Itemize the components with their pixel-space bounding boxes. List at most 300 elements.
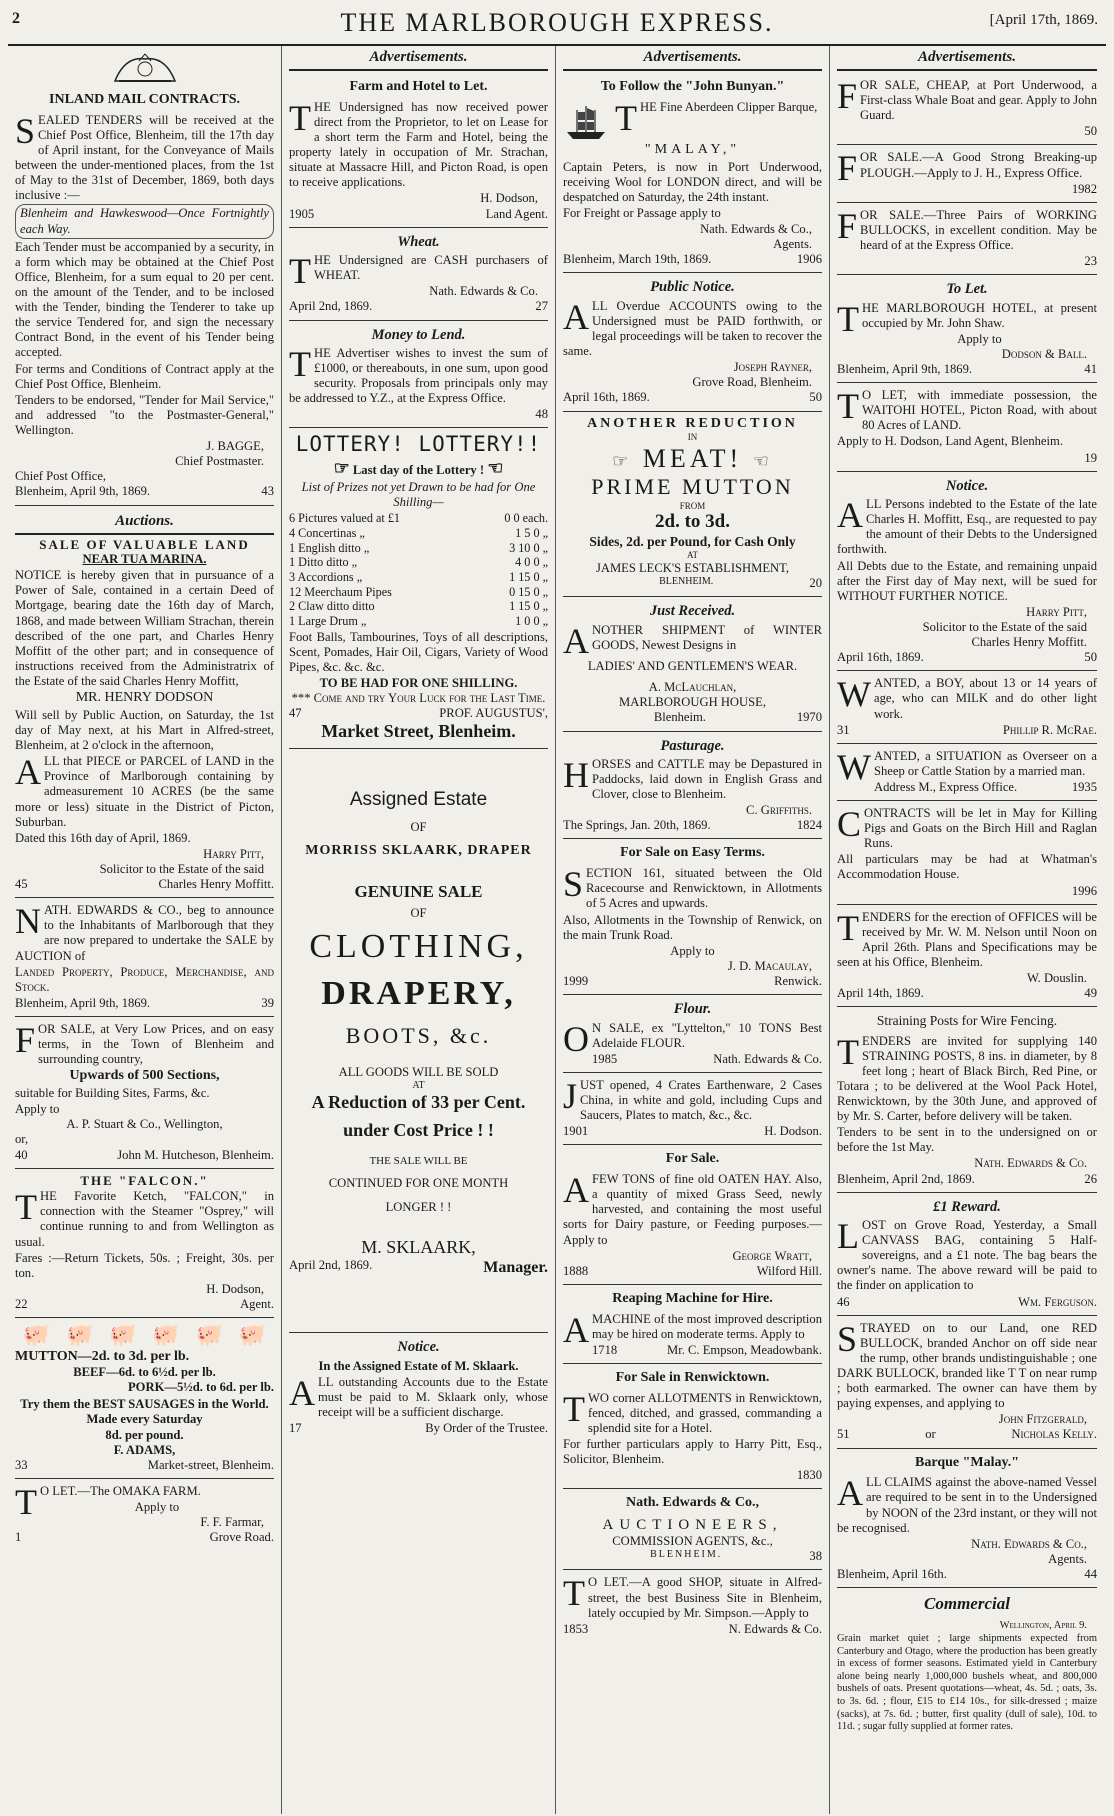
lottery-prof: PROF. AUGUSTUS', [439, 706, 548, 721]
prize-row [289, 541, 548, 556]
reward-sig: Wm. Ferguson. [1018, 1294, 1097, 1309]
renwick-title: For Sale in Renwicktown. [615, 1369, 770, 1385]
meat-line-10: BLENHEIM. [659, 576, 714, 588]
overseer-address: Address M., Express Office. [873, 779, 1018, 794]
sklaark-line-12: under Cost Price ! ! [343, 1119, 494, 1140]
mail-text-1: SEALED TENDERS will be received at the Chief Post Office, Blenheim, till the 17th day of April instant, for the Conveyance of Mails between the under-mentioned places, from the 1st of May to the 31st of December, 1869, both days inclusive :— [15, 110, 274, 203]
sklaark-line-11: A Reduction of 33 per Cent. [311, 1092, 526, 1113]
plough-text: FOR SALE.—A Good Strong Breaking-up PLOUGH.—Apply to J. H., Express Office. [837, 148, 1097, 189]
hay-title: For Sale. [665, 1151, 720, 1167]
prize-item: 1 English ditto „ [289, 540, 370, 555]
bunyan-sig-2: Agents. [773, 237, 812, 252]
received-line-5: Blenheim. [653, 710, 706, 725]
wheat-date: April 2nd, 1869. [289, 299, 373, 314]
public-notice-ad [563, 273, 822, 411]
sections-ad [15, 1017, 274, 1169]
reaping-text: AMACHINE of the most improved description may be hired on moderate terms. Apply to [563, 1309, 822, 1350]
received-line-4: MARLBOROUGH HOUSE, [619, 695, 766, 710]
issue-date: [April 17th, 1869. [989, 12, 1098, 28]
pointing-hand-icon-2: ☞ [612, 451, 633, 472]
sections-apply: Apply to [15, 1102, 60, 1117]
auction-sig-2: Solicitor to the Estate of the said [99, 862, 264, 876]
edwards-date: Blenheim, April 9th, 1869. [15, 995, 151, 1010]
boy-sig: Phillip R. McRae. [1002, 722, 1097, 737]
bunyan-ad [563, 73, 822, 273]
prize-value: 0 15 0 „ [509, 584, 548, 599]
flour-text: ON SALE, ex "Lyttelton," 10 TONS Best Adelaide FLOUR. [563, 1018, 822, 1059]
barque-date: Blenheim, April 16th. [837, 1567, 947, 1582]
sklaark-notice-title: Notice. [397, 1339, 440, 1356]
prize-item: 6 Pictures valued at £1 [289, 511, 401, 526]
meat-line-8: AT [687, 550, 698, 561]
sklaark-line-2: OF [410, 819, 427, 834]
prize-row [289, 570, 548, 585]
moffitt-text-2: All Debts due to the Estate, and remaining unpaid after the First day of May next, will be sued for WITHOUT FURTHER NOTICE. [837, 558, 1097, 603]
prize-row [289, 511, 548, 526]
barque-ad [837, 1449, 1097, 1589]
bunyan-number: 1906 [796, 252, 822, 267]
sklaark-line-14: CONTINUED FOR ONE MONTH [328, 1176, 509, 1191]
strayed-sig-2: Nicholas Kelly. [1011, 1427, 1097, 1442]
bunyan-text-1: THE Fine Aberdeen Clipper Barque, [615, 97, 818, 138]
prize-row [289, 585, 548, 600]
moffitt-notice [837, 472, 1097, 672]
reward-number: 46 [837, 1294, 850, 1309]
meat-line-3: MEAT! [642, 444, 743, 474]
whaleboat-ad [837, 73, 1097, 145]
posts-date: Blenheim, April 2nd, 1869. [837, 1171, 975, 1186]
sections-agent-1: A. P. Stuart & Co., Wellington, [66, 1117, 223, 1132]
meat-ad [563, 412, 822, 598]
reaping-sig: Mr. C. Empson, Meadowbank. [667, 1342, 822, 1357]
reaping-number: 1718 [592, 1342, 618, 1357]
posts-sig: Nath. Edwards & Co. [974, 1156, 1087, 1171]
auction-text-3: ALL that PIECE or PARCEL of LAND in the Province of Marlborough containing by admeasurement 10 ACRES (be the same more or less) situate in the District of Picton, Suburban. [15, 752, 274, 829]
sailing-ship-icon [563, 102, 609, 142]
public-title: Public Notice. [650, 279, 735, 296]
sklaark-line-8: BOOTS, &c. [345, 1022, 492, 1048]
prize-value: 4 0 0 „ [515, 555, 548, 570]
waitohi-number: 19 [1084, 450, 1097, 465]
mutton-text-1: Try them the BEST SAUSAGES in the World. Made every Saturday [20, 1396, 269, 1426]
strayed-ad [837, 1316, 1097, 1449]
plough-ad [837, 145, 1097, 202]
sklaark-line-17: Manager. [483, 1259, 548, 1277]
sections-or: or, [15, 1132, 29, 1147]
bunyan-ship: "MALAY," [644, 141, 741, 157]
crates-text: JUST opened, 4 Crates Earthenware, 2 Cases China, in white and gold, including Cups and Saucers, Plates to match, &c., &c. [563, 1075, 822, 1123]
easy-title: For Sale on Easy Terms. [620, 845, 765, 861]
reward-ad [837, 1193, 1097, 1316]
auctioneers-ad [563, 1489, 822, 1570]
flour-ad [563, 995, 822, 1073]
hotel-ad [837, 275, 1097, 383]
sklaark-line-9: ALL GOODS WILL BE SOLD [338, 1065, 499, 1079]
mail-text-4: Tenders to be endorsed, "Tender for Mail Service," and addressed "to the Postmaster-General," Wellington. [15, 392, 274, 437]
waitohi-text-1: TO LET, with immediate possession, the WAITOHI HOTEL, Picton Road, with about 80 Acres of LAND. [837, 386, 1097, 433]
royal-crest-icon [15, 50, 274, 90]
boy-number: 31 [837, 722, 850, 737]
meat-line-7: Sides, 2d. per Pound, for Cash Only [589, 534, 796, 550]
mail-title: INLAND MAIL CONTRACTS. [49, 92, 240, 107]
bunyan-date: Blenheim, March 19th, 1869. [563, 252, 712, 267]
sklaark-line-15: LONGER ! ! [385, 1199, 452, 1214]
meat-line-6: 2d. to 3d. [655, 511, 730, 533]
money-number: 48 [535, 407, 548, 422]
bunyan-text-2: Captain Peters, is now in Port Underwood, receiving Wool for LONDON direct, and will be despatched on Saturday, the 24th instant. [563, 159, 822, 204]
reaping-ad [563, 1285, 822, 1364]
falcon-text-1: THE Favorite Ketch, "FALCON," in connection with the Steamer "Osprey," will continue running to and from Wellington as usual. [15, 1187, 274, 1249]
lottery-come: *** Come and try Your Luck for the Last Time. [291, 691, 546, 705]
prize-item: 1 Large Drum „ [289, 613, 367, 628]
shop-number: 1853 [563, 1621, 589, 1636]
lottery-number: 47 [289, 706, 302, 721]
wheat-sig: Nath. Edwards & Co. [429, 284, 538, 299]
hotel-text: THE MARLBOROUGH HOTEL, at present occupied by Mr. John Shaw. [837, 298, 1097, 339]
column-3 [556, 46, 830, 1814]
column-4 [830, 46, 1104, 1814]
falcon-agent: Agent. [240, 1297, 274, 1312]
omaka-number: 1 [15, 1530, 22, 1545]
bunyan-text-3: For Freight or Passage apply to [563, 205, 721, 220]
sections-text-2: suitable for Building Sites, Farms, &c. [15, 1086, 210, 1101]
hotel-date: Blenheim, April 9th, 1869. [837, 362, 973, 377]
auction-title-1: SALE OF VALUABLE LAND [39, 536, 250, 552]
strayed-number: 51 [837, 1427, 850, 1442]
lottery-text: Foot Balls, Tambourines, Toys of all descriptions, Scent, Pomades, Hair Oil, Cigars, Variety of Wood Pipes, &c. &c. &c. [289, 629, 548, 674]
mutton-line-1: MUTTON—2d. to 3d. per lb. [15, 1348, 190, 1364]
mail-contracts-ad [15, 46, 274, 506]
crates-number: 1901 [563, 1124, 589, 1139]
pasturage-number: 1824 [796, 818, 822, 833]
moffitt-text-1: ALL Persons indebted to the Estate of the late Charles H. Moffitt, Esq., are requested to pay the amount of their Debts to the Undersigned forthwith. [837, 495, 1097, 557]
prize-item: 2 Claw ditto ditto [289, 599, 375, 614]
overseer-ad [837, 744, 1097, 801]
barque-number: 44 [1084, 1567, 1097, 1582]
column-2 [282, 46, 556, 1814]
auctioneers-line-1: AUCTIONEERS, [602, 1517, 783, 1534]
sklaark-notice-sub: In the Assigned Estate of M. Sklaark. [318, 1358, 519, 1373]
renwick-ad [563, 1364, 822, 1489]
mutton-address: Market-street, Blenheim. [147, 1457, 274, 1472]
moffitt-number: 50 [1084, 650, 1097, 665]
hotel-title: To Let. [946, 281, 988, 298]
masthead [8, 0, 1106, 46]
mail-number: 43 [261, 484, 274, 499]
prize-value: 3 10 0 „ [509, 540, 548, 555]
contracts-text-2: All particulars may be had at Whatman's Accommodation House. [837, 852, 1097, 882]
barque-title: Barque "Malay." [915, 1454, 1019, 1470]
page-number: 2 [12, 10, 20, 27]
easy-number: 1999 [563, 974, 589, 989]
mutton-name: F. ADAMS, [113, 1442, 176, 1457]
falcon-sig: H. Dodson, [206, 1281, 264, 1296]
columns [8, 46, 1106, 1814]
strayed-text: STRAYED on to our Land, one RED BULLOCK, branded Anchor on off side near the rump, other brands undistinguishable ; one DARK BULLOCK, branded like T T on near rump ; both earmarked. The owner can have them by paying expenses, and applying to [837, 1318, 1097, 1411]
sections-big: Upwards of 500 Sections, [69, 1068, 220, 1084]
farm-ad [289, 73, 548, 228]
mail-date: Blenheim, April 9th, 1869. [15, 484, 151, 499]
falcon-number: 22 [15, 1297, 28, 1312]
auctioneers-line-2: COMMISSION AGENTS, &c., [612, 1534, 773, 1549]
lottery-shilling: TO BE HAD FOR ONE SHILLING. [319, 675, 518, 690]
bullocks-text: FOR SALE.—Three Pairs of WORKING BULLOCKS, in excellent condition. May be heard of at the Express Office. [837, 205, 1097, 252]
farm-title: Farm and Hotel to Let. [349, 79, 488, 94]
commercial-text: Grain market quiet ; large shipments expected from Canterbury and Otago, where the production has been greatly in excess of former seasons. Estimated yield in Canterbury alone being nearly 1,000,000 bushels wheat, and 800,000 bushels of oats. Present quotations—wheat, 4s. 5d. ; oats, 3s. to 3s. 6d. ; flour, £15 to £14 10s., for silk-dressed ; maize (sacks), at 7s. 6d. ; butter, first quality (dull of sale), 10d. to 11d. ; sugar fully supplied at former rates. [837, 1633, 1097, 1733]
pig-icons: 🐖 🐖 🐖 🐖 🐖 🐖 [22, 1322, 267, 1348]
posts-ad [837, 1007, 1097, 1192]
mail-text-2: Each Tender must be accompanied by a security, in a form which may be obtained at the Chief Post Office, Blenheim, for a sum equal to 20 per cent. on the amount of the Tender, and to be inclosed with the Tender, binding the Tenderer to take up the service Tendered for, and sign the necessary Contract Bond, in the event of his Tender being accepted. [15, 239, 274, 360]
easy-text-2: Also, Allotments in the Township of Renwick, on the main Trunk Road. [563, 912, 822, 942]
sections-number: 40 [15, 1147, 28, 1162]
omaka-address: Grove Road. [209, 1530, 274, 1545]
renwick-text-1: TWO corner ALLOTMENTS in Renwicktown, fenced, ditched, and grassed, commanding a splendid site for a Hotel. [563, 1388, 822, 1435]
public-sig-2: Grove Road, Blenheim. [692, 375, 812, 390]
prize-row [289, 614, 548, 629]
mail-text-3: For terms and Conditions of Contract apply at the Chief Post Office, Blenheim. [15, 361, 274, 391]
boy-text: WANTED, a BOY, about 13 or 14 years of age, who can MILK and do other light work. [837, 674, 1097, 721]
easy-apply: Apply to [670, 943, 715, 958]
prize-item: 1 Ditto ditto „ [289, 555, 358, 570]
falcon-text-2: Fares :—Return Tickets, 50s. ; Freight, 30s. per ton. [15, 1250, 274, 1280]
lottery-title: LOTTERY! LOTTERY!! [295, 432, 542, 457]
commercial-dateline: Wellington, April 9. [999, 1619, 1087, 1631]
advertisements-heading-3: Advertisements. [563, 46, 822, 71]
omaka-ad [15, 1479, 274, 1550]
moffitt-date: April 16th, 1869. [837, 650, 924, 665]
bullocks-number: 23 [1084, 254, 1097, 269]
auction-dated: Dated this 16th day of April, 1869. [15, 830, 191, 845]
auction-sig-1: Harry Pitt, [203, 846, 264, 861]
bunyan-title: To Follow the "John Bunyan." [600, 79, 785, 94]
waitohi-ad [837, 383, 1097, 472]
money-title: Money to Lend. [371, 326, 466, 343]
omaka-apply: Apply to [134, 1500, 180, 1515]
sklaark-notice-by: By Order of the Trustee. [425, 1421, 548, 1436]
posts-number: 26 [1084, 1171, 1097, 1186]
lottery-ad [289, 428, 548, 748]
shop-ad [563, 1570, 822, 1641]
bullocks-ad [837, 203, 1097, 275]
moffitt-sig-3: Charles Henry Moffitt. [971, 635, 1087, 650]
auctions-heading: Auctions. [15, 510, 274, 535]
newspaper-title: THE MARLBOROUGH EXPRESS. [340, 8, 774, 37]
auction-title-2: NEAR TUA MARINA. [82, 552, 207, 567]
prize-item: 3 Accordions „ [289, 570, 363, 584]
hotel-apply: Apply to [957, 331, 1002, 346]
hay-sig-1: George Wratt, [732, 1248, 812, 1263]
pasturage-title: Pasturage. [660, 737, 725, 754]
public-sig-1: Joseph Rayner, [733, 360, 812, 375]
barque-sig-1: Nath. Edwards & Co., [971, 1536, 1087, 1551]
auctioneer-name: MR. HENRY DODSON [75, 690, 214, 706]
hay-text: AFEW TONS of fine old OATEN HAY. Also, a quantity of mixed Grass Seed, newly harvested, and containing the most useful sorts for Dairy pasture, or Feeding purposes.—Apply to [563, 1170, 822, 1247]
mail-signature: J. BAGGE, [206, 439, 264, 454]
auction-sig-3: Charles Henry Moffitt. [158, 877, 274, 892]
overseer-number: 1935 [1071, 779, 1097, 794]
plough-number: 1982 [1071, 181, 1097, 196]
bunyan-sig-1: Nath. Edwards & Co., [700, 222, 812, 237]
meat-line-2: IN [687, 432, 698, 443]
sklaark-line-13: THE SALE WILL BE [369, 1155, 468, 1168]
pasturage-sig: C. Griffiths. [746, 803, 812, 818]
hotel-number: 41 [1084, 362, 1097, 377]
auctioneers-line-3: BLENHEIM. [650, 1549, 723, 1561]
money-ad [289, 321, 548, 429]
meat-number: 20 [809, 576, 822, 591]
meat-line-9: JAMES LECK'S ESTABLISHMENT, [595, 561, 790, 576]
auction-text-2: Will sell by Public Auction, on Saturday, the 1st day of May next, at his Mart in Alfred-street, Blenheim, at 2 o'clock in the afternoon, [15, 707, 274, 753]
prize-value: 1 0 0 „ [515, 613, 548, 628]
barque-text: ALL CLAIMS against the above-named Vessel are required to be sent in to the Undersigned by NOON of the 23rd instant, or they will not be recognised. [837, 1473, 1097, 1535]
pointing-hand-left-icon-2: ☜ [752, 451, 773, 472]
posts-text-2: Tenders to be sent in to the undersigned on or before the 1st May. [837, 1125, 1097, 1155]
public-number: 50 [809, 390, 822, 405]
farm-agent: Land Agent. [485, 206, 548, 221]
prize-value: 1 15 0 „ [509, 570, 548, 584]
offices-date: April 14th, 1869. [837, 986, 924, 1001]
sklaark-line-16: M. SKLAARK, [361, 1236, 476, 1257]
offices-text: TENDERS for the erection of OFFICES will be received by Mr. W. M. Nelson until Noon on April 26th. Plans and Specifications may be seen at his Office, Blenheim. [837, 907, 1097, 970]
crates-ad [563, 1073, 822, 1145]
sklaark-ad [289, 749, 548, 1334]
waitohi-text-2: Apply to H. Dodson, Land Agent, Blenheim. [837, 434, 1063, 449]
prize-item: 12 Meerchaum Pipes [289, 584, 392, 599]
strayed-sig-1: John Fitzgerald, [998, 1412, 1087, 1427]
mail-route: Blenheim and Hawkeswood—Once Fortnightly each Way. [15, 204, 274, 238]
edwards-number: 39 [261, 995, 274, 1010]
reward-title: £1 Reward. [933, 1198, 1001, 1215]
flour-title: Flour. [673, 1001, 712, 1018]
mail-signature-title: Chief Postmaster. [175, 454, 264, 469]
whaleboat-number: 50 [1084, 124, 1097, 139]
sklaark-line-7: DRAPERY, [321, 974, 516, 1012]
shop-sig: N. Edwards & Co. [728, 1621, 822, 1636]
pasturage-date: The Springs, Jan. 20th, 1869. [563, 818, 711, 833]
hotel-sig: Dodson & Ball. [1001, 346, 1087, 361]
pointing-hand-left-icon: ☜ [487, 457, 504, 478]
falcon-ad [15, 1169, 274, 1318]
mutton-number: 33 [15, 1457, 28, 1472]
advertisements-heading-2: Advertisements. [289, 46, 548, 71]
received-title: Just Received. [649, 603, 736, 620]
farm-text: THE Undersigned has now received power direct from the Proprietor, to let on Lease for a short term the Farm and Hotel, being the property lately in occupation of Mr. Strachan, situate at Massacre Hill, and Picton Road, is open to receive applications. [289, 97, 548, 190]
mutton-line-3: PORK—5½d. to 6d. per lb. [127, 1380, 274, 1395]
prize-value: 1 5 0 „ [515, 526, 548, 541]
commercial-title: Commercial [924, 1594, 1010, 1614]
easy-text-1: SECTION 161, situated between the Old Racecourse and Renwicktown, in Allotments of 5 Acres and upwards. [563, 864, 822, 911]
wheat-number: 27 [535, 299, 548, 314]
column-1 [8, 46, 282, 1814]
strayed-or: or [925, 1427, 936, 1442]
flour-number: 1985 [592, 1051, 618, 1066]
barque-sig-2: Agents. [1048, 1551, 1087, 1566]
farm-sig: H. Dodson, [480, 191, 538, 206]
moffitt-sig-1: Harry Pitt, [1026, 604, 1087, 619]
auction-number: 45 [15, 877, 28, 892]
received-ad [563, 597, 822, 731]
advertisements-heading-4: Advertisements. [837, 46, 1097, 71]
meat-line-5: FROM [679, 500, 706, 511]
hay-ad [563, 1145, 822, 1285]
hay-number: 1888 [563, 1263, 589, 1278]
farm-number: 1905 [289, 206, 315, 221]
money-text: THE Advertiser wishes to invest the sum of £1000, or thereabouts, in one sum, upon good security. Proposals from principals only may be addressed to Y.Z., at the Express Office. [289, 343, 548, 406]
prize-list [289, 511, 548, 628]
pasturage-ad [563, 732, 822, 840]
overseer-text: WANTED, a SITUATION as Overseer on a Sheep or Cattle Station by a married man. [837, 746, 1097, 787]
omaka-name: F. F. Farmar, [200, 1515, 264, 1530]
commercial-section [837, 1588, 1097, 1740]
edwards-ad [15, 898, 274, 1017]
edwards-text-1: NATH. EDWARDS & CO., beg to announce to the Inhabitants of Marlborough that they are now prepared to undertake the SALE by AUCTION of [15, 901, 274, 963]
sklaark-notice-text: ALL outstanding Accounts due to the Estate must be paid to M. Sklaark only, whose receipt will be a sufficient discharge. [289, 1372, 548, 1420]
lottery-list-head: List of Prizes not yet Drawn to be had for One Shilling— [301, 480, 536, 510]
shop-text: TO LET.—A good SHOP, situate in Alfred-street, the best Business Site in Blenheim, lately occupied by Mr. Simpson.—Apply to [563, 1573, 822, 1620]
moffitt-title: Notice. [945, 477, 989, 494]
auctioneers-title: Nath. Edwards & Co., [625, 1495, 759, 1511]
contracts-number: 1996 [1071, 883, 1097, 898]
posts-text-1: TENDERS are invited for supplying 140 STRAINING POSTS, 8 ins. in diameter, by 8 feet long ; heart of Black Birch, Red Pine, or Totara ; to be delivered at the Wool Pack Hotel, Renwicktown, by the 30th June, and approved of by Mr. S. Carter, before delivery will be taken. [837, 1031, 1097, 1124]
wheat-text: THE Undersigned are CASH purchasers of WHEAT. [289, 251, 548, 292]
mail-office: Chief Post Office, [15, 469, 107, 484]
contracts-ad [837, 801, 1097, 905]
meat-line-4: PRIME MUTTON [591, 474, 794, 500]
offices-number: 49 [1084, 986, 1097, 1001]
boy-ad [837, 671, 1097, 743]
wheat-title: Wheat. [397, 233, 440, 250]
public-date: April 16th, 1869. [563, 390, 650, 405]
hay-sig-2: Wilford Hill. [756, 1263, 822, 1278]
sklaark-line-5: OF [410, 905, 427, 920]
pointing-hand-icon: ☞ [333, 457, 350, 478]
mutton-ad [15, 1318, 274, 1479]
offices-sig: W. Douslin. [1026, 971, 1087, 986]
sklaark-line-3: MORRISS SKLAARK, DRAPER [305, 842, 532, 858]
received-text: ANOTHER SHIPMENT of WINTER GOODS, Newest Designs in [563, 620, 822, 661]
auction-ad [15, 506, 274, 899]
auctioneers-number: 38 [809, 1549, 822, 1564]
meat-line-1: ANOTHER REDUCTION [587, 415, 798, 431]
omaka-text: TO LET.—The OMAKA FARM. [15, 1482, 201, 1523]
prize-item: 4 Concertinas „ [289, 526, 365, 541]
wheat-ad [289, 228, 548, 321]
posts-title: Straining Posts for Wire Fencing. [876, 1013, 1058, 1029]
contracts-text-1: CONTRACTS will be let in May for Killing Pigs and Goats on the Birch Hill and Raglan Runs. [837, 804, 1097, 851]
prize-value: 1 15 0 „ [509, 599, 548, 614]
reward-text: LOST on Grove Road, Yesterday, a Small CANVASS BAG, containing 5 Half-sovereigns, and a £1 note. The bag bears the owner's name. The above reward will be paid to the finder on application to [837, 1216, 1097, 1293]
moffitt-sig-2: Solicitor to the Estate of the said [922, 619, 1087, 634]
sklaark-line-1: Assigned Estate [349, 788, 488, 810]
whaleboat-text: FOR SALE, CHEAP, at Port Underwood, a First-class Whale Boat and gear. Apply to John Guard. [837, 76, 1097, 123]
sklaark-line-4: GENUINE SALE [354, 881, 483, 901]
sections-agent-2: John M. Hutcheson, Blenheim. [117, 1147, 274, 1162]
pasturage-text: HORSES and CATTLE may be Depastured in Paddocks, laid down in English Grass and Clover, close to Blenheim. [563, 754, 822, 802]
sklaark-line-10: AT [412, 1080, 425, 1092]
lottery-address: Market Street, Blenheim. [321, 721, 516, 742]
falcon-title: THE "FALCON." [80, 1172, 209, 1188]
prize-row [289, 526, 548, 541]
easy-sig-2: Renwick. [774, 974, 822, 989]
prize-value: 0 0 each. [504, 511, 548, 526]
sections-text-1: FOR SALE, at Very Low Prices, and on easy terms, in the Town of Blenheim and surrounding country, [15, 1019, 274, 1067]
lottery-sub: Last day of the Lottery ! [352, 462, 485, 477]
received-line-3: A. McLauchlan, [648, 680, 737, 695]
received-line-2: LADIES' AND GENTLEMEN'S WEAR. [587, 659, 798, 674]
flour-sig: Nath. Edwards & Co. [713, 1051, 822, 1066]
auction-text-1: NOTICE is hereby given that in pursuance of a Power of Sale, contained in a certain Deed of Mortgage, bearing date the 16th day of March, 1868, and made between William Strachan, therein described of the one part, and Charles Henry Moffitt of the other part; and in consequence of instructions received from the Administratrix of the Estate of the said Charles Henry Moffitt, [15, 568, 274, 688]
reaping-title: Reaping Machine for Hire. [612, 1290, 773, 1306]
